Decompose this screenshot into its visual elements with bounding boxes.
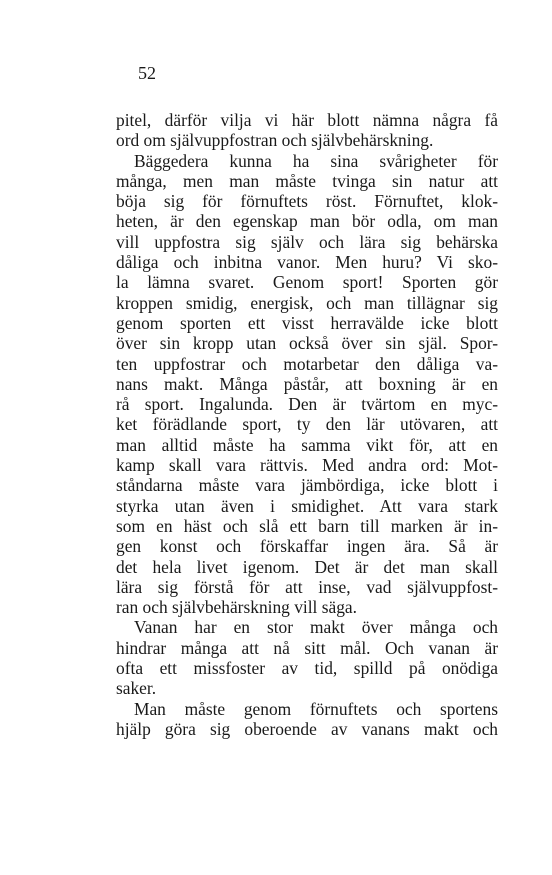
text-line: hindrar många att nå sitt mål. Och vanan är	[116, 637, 498, 658]
text-line: rå sport. Ingalunda. Den är tvärtom en myc-	[116, 394, 498, 415]
text-line: saker.	[116, 678, 157, 699]
text-line: ofta ett missfoster av tid, spilld på onödiga	[116, 658, 498, 679]
text-line: ten uppfostrar och motarbetar den dåliga va-	[116, 353, 498, 374]
text-line: nans makt. Många påstår, att boxning är en	[116, 373, 498, 394]
text-line: gen konst och förskaffar ingen ära. Så är	[116, 536, 498, 557]
text-line: ord om självuppfostran och självbehärskning.	[116, 130, 434, 151]
text-line: la lämna svaret. Genom sport! Sporten gör	[116, 272, 498, 293]
text-line: pitel, därför vilja vi här blott nämna några få	[116, 110, 498, 130]
text-line: ran och självbehärskning vill säga.	[116, 597, 357, 618]
text-line: många, men man måste tvinga sin natur att	[116, 170, 498, 191]
text-line: dåliga och inbitna vanor. Men huru? Vi sko-	[116, 252, 498, 273]
text-line: genom sporten ett visst herravälde icke blott	[116, 312, 498, 333]
body-text	[116, 110, 498, 739]
text-line: heten, är den egenskap man bör odla, om man	[116, 211, 498, 232]
text-line: styrka utan även i smidighet. Att vara stark	[116, 495, 498, 516]
text-line: ståndarna måste vara jämbördiga, icke blott i	[116, 475, 498, 496]
page-number: 52	[138, 63, 156, 83]
text-line: kroppen smidig, energisk, och man tillägnar sig	[116, 292, 498, 313]
text-line: man alltid måste ha samma vikt för, att en	[116, 434, 498, 455]
text-line: det hela livet igenom. Det är det man skall	[116, 556, 498, 577]
text-line: ket förädlande sport, ty den lär utövaren, att	[116, 414, 498, 435]
text-line: böja sig för förnuftets röst. Förnuftet, klok-	[116, 191, 498, 212]
text-line: över sin kropp utan också över sin själ. Spor-	[116, 333, 498, 354]
text-line: kamp skall vara rättvis. Med andra ord: Mot-	[116, 455, 498, 476]
text-line: hjälp göra sig oberoende av vanans makt och	[116, 718, 498, 739]
text-line: vill uppfostra sig själv och lära sig behärska	[116, 231, 498, 252]
text-line: Bäggedera kunna ha sina svårigheter för	[134, 150, 498, 171]
text-line: Vanan har en stor makt över många och	[134, 617, 498, 638]
text-line: som en häst och slå ett barn till marken är in-	[116, 515, 498, 536]
text-line: lära sig förstå för att inse, vad självuppfost-	[116, 576, 498, 597]
text-line: Man måste genom förnuftets och sportens	[134, 698, 498, 719]
